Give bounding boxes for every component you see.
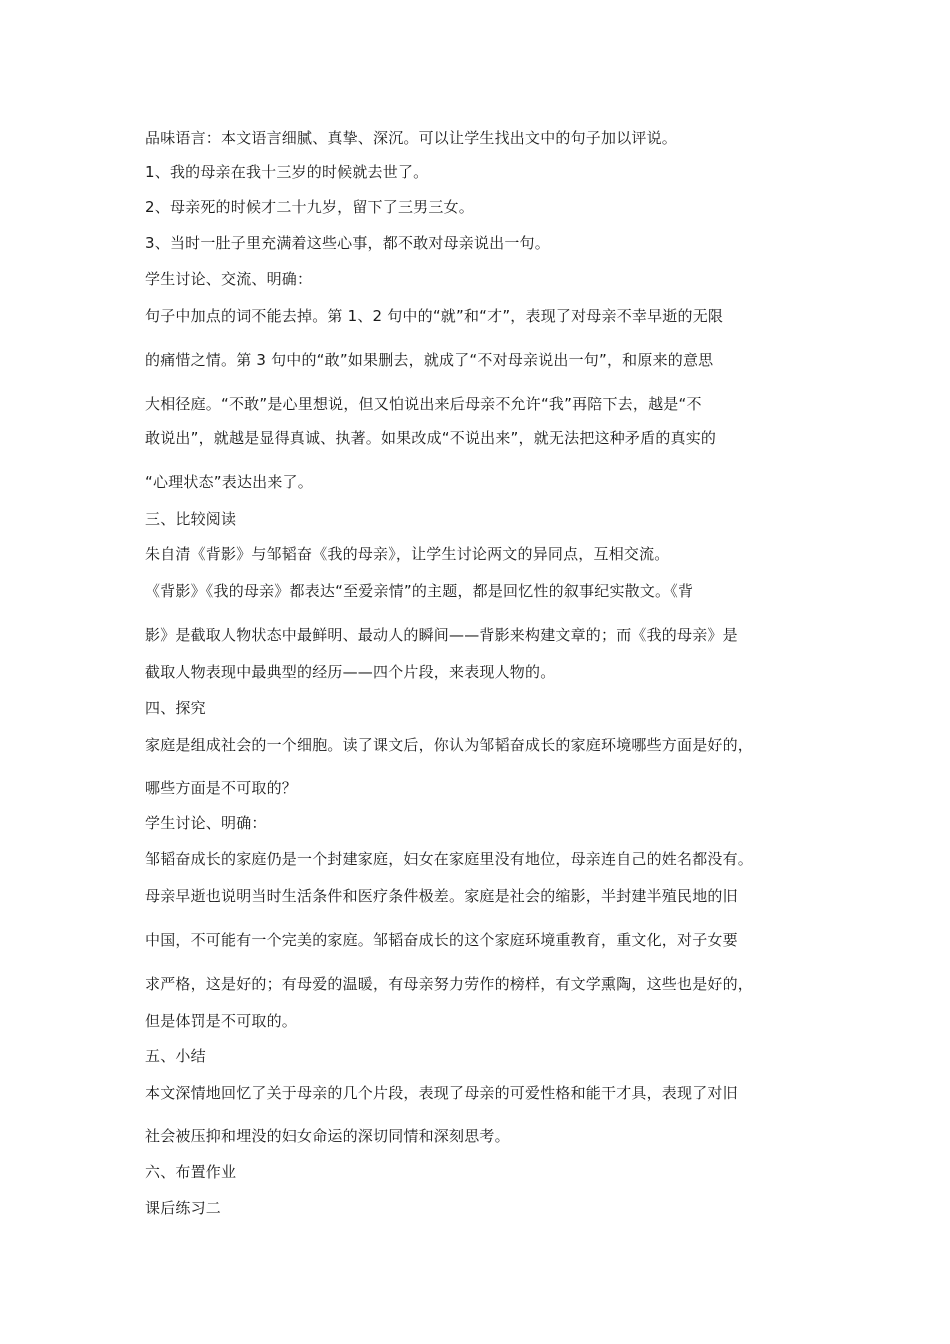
text-line: 的痛惜之情。第 3 句中的“敢”如果删去，就成了“不对母亲说出一句”，和原来的意思 <box>145 351 714 369</box>
text-line: 3、当时一肚子里充满着这些心事，都不敢对母亲说出一句。 <box>145 234 550 252</box>
text-line: 《背影》《我的母亲》都表达“至爱亲情”的主题，都是回忆性的叙事纪实散文。《背 <box>145 582 694 600</box>
text-line: 句子中加点的词不能去掉。第 1、2 句中的“就”和“才”，表现了对母亲不幸早逝的无限 <box>145 307 724 325</box>
text-line: 大相径庭。“不敢”是心里想说，但又怕说出来后母亲不允许“我”再陪下去，越是“不 <box>145 395 702 413</box>
text-line: 影》是截取人物状态中最鲜明、最动人的瞬间——背影来构建文章的；而《我的母亲》是 <box>145 626 738 644</box>
text-line: 中国，不可能有一个完美的家庭。邹韬奋成长的这个家庭环境重教育，重文化，对子女要 <box>145 931 738 949</box>
text-line: “心理状态”表达出来了。 <box>145 473 313 491</box>
text-line: 哪些方面是不可取的？ <box>145 779 298 797</box>
text-line: 课后练习二 <box>145 1199 222 1217</box>
text-line: 社会被压抑和埋没的妇女命运的深切同情和深刻思考。 <box>145 1127 510 1145</box>
text-line: 敢说出”，就越是显得真诚、执著。如果改成“不说出来”，就无法把这种矛盾的真实的 <box>145 429 717 447</box>
section-heading: 六、布置作业 <box>145 1163 237 1181</box>
text-line: 2、母亲死的时候才二十九岁，留下了三男三女。 <box>145 198 474 216</box>
text-line: 学生讨论、交流、明确： <box>145 270 313 288</box>
text-line: 1、我的母亲在我十三岁的时候就去世了。 <box>145 163 429 181</box>
text-line: 但是体罚是不可取的。 <box>145 1012 298 1030</box>
section-heading: 五、小结 <box>145 1047 206 1065</box>
text-line: 学生讨论、明确： <box>145 814 267 832</box>
text-line: 本文深情地回忆了关于母亲的几个片段，表现了母亲的可爱性格和能干才具，表现了对旧 <box>145 1084 738 1102</box>
text-line: 朱自清《背影》与邹韬奋《我的母亲》，让学生讨论两文的异同点，互相交流。 <box>145 545 670 563</box>
text-line: 求严格，这是好的；有母爱的温暖，有母亲努力劳作的榜样，有文学熏陶，这些也是好的， <box>145 975 754 993</box>
section-heading: 四、探究 <box>145 699 206 717</box>
text-line: 邹韬奋成长的家庭仍是一个封建家庭，妇女在家庭里没有地位，母亲连自己的姓名都没有。 <box>145 850 754 868</box>
text-line: 截取人物表现中最典型的经历——四个片段，来表现人物的。 <box>145 663 556 681</box>
text-line: 品味语言：本文语言细腻、真挚、深沉。可以让学生找出文中的句子加以评说。 <box>145 129 678 147</box>
section-heading: 三、比较阅读 <box>145 510 237 528</box>
text-line: 家庭是组成社会的一个细胞。读了课文后，你认为邹韬奋成长的家庭环境哪些方面是好的， <box>145 736 754 754</box>
text-line: 母亲早逝也说明当时生活条件和医疗条件极差。家庭是社会的缩影，半封建半殖民地的旧 <box>145 887 738 905</box>
